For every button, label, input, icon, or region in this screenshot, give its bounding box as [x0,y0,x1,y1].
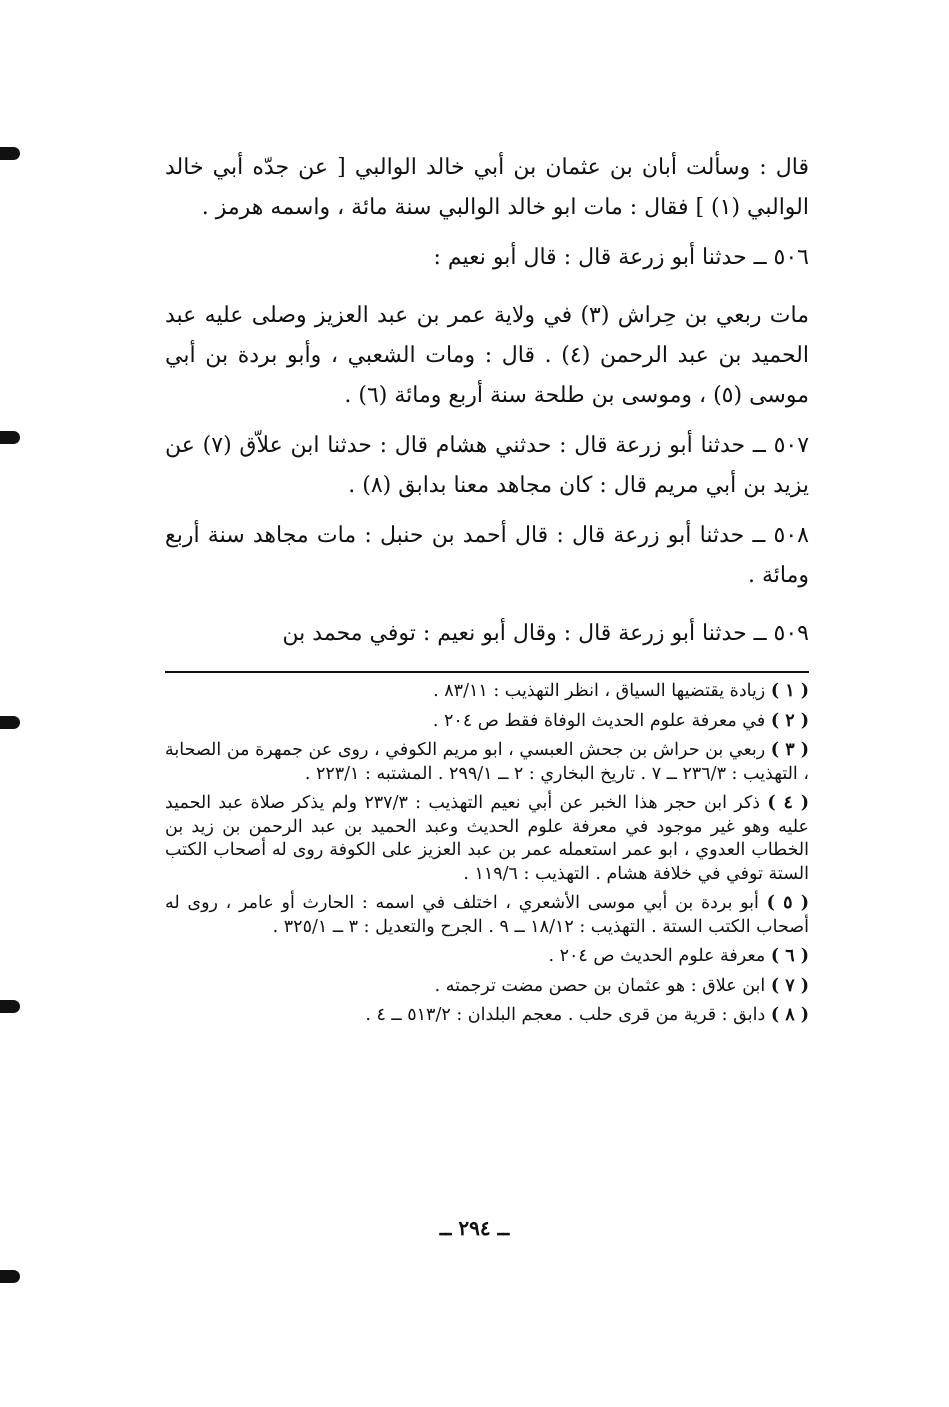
footnotes [165,680,809,1034]
footnote [165,680,809,704]
footnote-number: ( ٥ ) [766,893,809,913]
footnote [165,945,809,969]
footnote-number: ( ٣ ) [770,740,809,760]
paragraph: ٥٠٩ ــ حدثنا أبو زرعة قال : وقال أبو نعيم : توفي محمد بن [282,621,809,646]
footnote-text: ذكر ابن حجر هذا الخبر عن أبي نعيم التهذيب : ٢٣٧/٣ ولم يذكر صلاة عبد الحميد عليه وهو غير موجود في معرفة علوم الحديث وعبد الحميد بن عبد الرحمن بن زيد بن الخطاب العدوي ، ابو عمر استعمله عمر بن عبد العزيز على الكوفة روى له أصحاب الكتب الستة توفي في خلافة هشام . التهذيب : ١١٩/٦ . [165,793,809,884]
scan-edge-mark [0,1000,20,1013]
scan-edge-mark [0,716,20,729]
footnote-number: ( ١ ) [770,681,809,701]
footnote-number: ( ٤ ) [767,793,809,813]
paragraph: قال : وسألت أبان بن عثمان بن أبي خالد الوالبي [ عن جدّه أبي خالد الوالبي (١) ] فقال : مات ابو خالد الوالبي سنة مائة ، واسمه هرمز . [165,155,809,220]
paragraph: ٥٠٨ ــ حدثنا أبو زرعة قال : قال أحمد بن حنبل : مات مجاهد سنة أربع ومائة . [165,523,809,588]
paragraph: مات ربعي بن حِراش (٣) في ولاية عمر بن عبد العزيز وصلى عليه عبد الحميد بن عبد الرحمن (٤) . قال : ومات الشعبي ، وأبو بردة بن أبي موسى (٥) ، وموسى بن طلحة سنة أربع ومائة (٦) . [165,303,809,408]
main-text [165,148,809,654]
scan-edge-mark [0,147,20,160]
footnote [165,792,809,886]
paragraph: ٥٠٦ ــ حدثنا أبو زرعة قال : قال أبو نعيم : [433,245,809,270]
footnote [165,710,809,734]
scan-edge-mark [0,1270,20,1283]
footnote-text: معرفة علوم الحديث ص ٢٠٤ . [548,946,766,966]
paragraph: ٥٠٧ ــ حدثنا أبو زرعة قال : حدثني هشام قال : حدثنا ابن علاّق (٧) عن يزيد بن أبي مريم قال : كان مجاهد معنا بدابق (٨) . [165,433,810,498]
footnote-number: ( ٨ ) [770,1005,809,1025]
footnote-text: في معرفة علوم الحديث الوفاة فقط ص ٢٠٤ . [432,710,766,731]
footnote [165,1004,809,1028]
footnote-number: ( ٢ ) [770,710,809,731]
footnote-text: ابن علاق : هو عثمان بن حصن مضت ترجمته . [434,975,766,996]
footnote [165,739,809,786]
scan-edge-mark [0,431,20,444]
footnote-text: زيادة يقتضيها السياق ، انظر التهذيب : ٨٣/١١ . [433,681,766,701]
footnote-text: أبو بردة بن أبي موسى الأشعري ، اختلف في اسمه : الحارث أو عامر ، روى له أصحاب الكتب الستة . التهذيب : ١٨/١٢ ــ ٩ . الجرح والتعديل : ٣ ــ ٣٢٥/١ . [165,893,809,937]
footnote-number: ( ٦ ) [770,946,809,966]
footnote-separator [165,671,809,673]
footnote-text: ربعي بن حراش بن جحش العبسي ، ابو مريم الكوفي ، روى عن جمهرة من الصحابة ، التهذيب : ٢٣٦/٣ ــ ٧ . تاريخ البخاري : ٢ ــ ٢٩٩/١ . المشتبه : ٢٢٣/١ . [165,740,809,784]
page-number: ــ ٢٩٤ ــ [439,1216,510,1240]
footnote-number: ( ٧ ) [770,975,809,996]
footnote-text: دابق : قرية من قرى حلب . معجم البلدان : ٥١٣/٢ ــ ٤ . [365,1005,766,1025]
footnote [165,892,809,939]
footnote [165,975,809,999]
